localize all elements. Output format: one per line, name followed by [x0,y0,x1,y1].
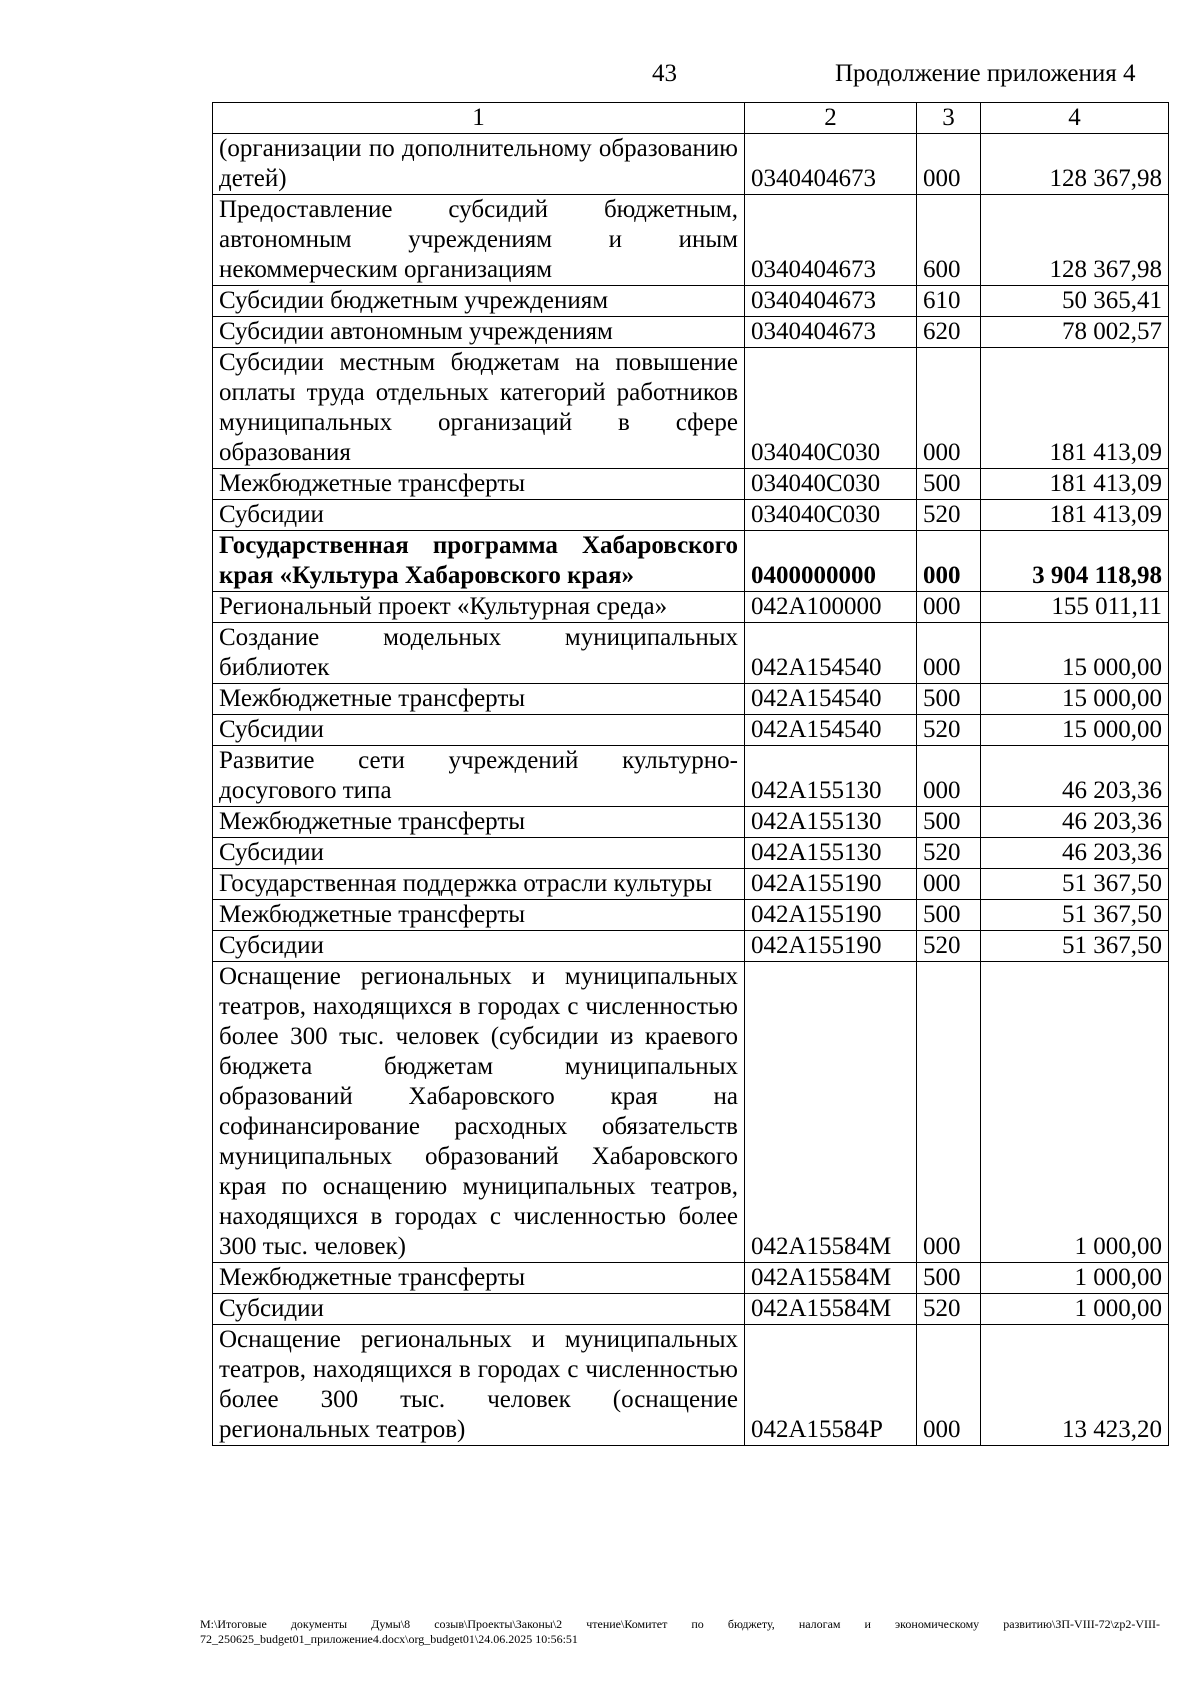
row-code-cell: 042А100000 [745,592,917,623]
row-name-cell: Оснащение региональных и муниципальных театров, находящихся в городах с численностью более 300 тыс. человек (оснащение региональных театров) [213,1325,745,1446]
row-kind-cell: 520 [917,838,981,869]
row-code-cell: 042А15584Р [745,1325,917,1446]
table-row [213,1294,1169,1325]
row-amount-cell: 78 002,57 [981,317,1169,348]
row-amount-cell: 46 203,36 [981,807,1169,838]
table-row [213,469,1169,500]
table-row [213,286,1169,317]
row-code-cell: 034040С030 [745,348,917,469]
row-kind-cell: 000 [917,623,981,684]
row-code-cell: 042А154540 [745,623,917,684]
row-amount-cell: 1 000,00 [981,1294,1169,1325]
row-amount-cell: 51 367,50 [981,931,1169,962]
row-code-cell: 042А154540 [745,715,917,746]
row-name-cell: Оснащение региональных и муниципальных театров, находящихся в городах с численностью более 300 тыс. человек (субсидии из краевого бюджета бюджетам муниципальных образований Хабаровского края на софинансирование расходных обязательств муниципальных образований Хабаровского края по оснащению муниципальных театров, находящихся в городах с численностью более 300 тыс. человек) [213,962,745,1263]
row-amount-cell: 51 367,50 [981,900,1169,931]
row-amount-cell: 15 000,00 [981,623,1169,684]
row-amount-cell: 3 904 118,98 [981,531,1169,592]
row-code-cell: 0400000000 [745,531,917,592]
row-name-cell: Субсидии [213,1294,745,1325]
row-code-cell: 042А15584М [745,1294,917,1325]
row-code-cell: 0340404673 [745,317,917,348]
table-row [213,900,1169,931]
row-name-cell: Государственная поддержка отрасли культуры [213,869,745,900]
table-row [213,931,1169,962]
row-amount-cell: 15 000,00 [981,715,1169,746]
table-row [213,623,1169,684]
row-code-cell: 042А15584М [745,962,917,1263]
row-amount-cell: 13 423,20 [981,1325,1169,1446]
column-header-1: 1 [213,103,745,134]
table-row [213,500,1169,531]
row-name-cell: Субсидии [213,931,745,962]
document-path-footer: M:\Итоговые документы Думы\8 созыв\Проекты\Законы\2 чтение\Комитет по бюджету, налогам и экономическому развитию\ЗП-VIII-72\zp2-VIII-72_250625_budget01_приложение4.docx\org_budget01\24.06.2025 10:56:51 [200,1617,1160,1646]
table-header-row [213,103,1169,134]
row-amount-cell: 46 203,36 [981,838,1169,869]
row-kind-cell: 000 [917,869,981,900]
row-code-cell: 042А155190 [745,900,917,931]
row-code-cell: 042А155190 [745,931,917,962]
table-row [213,134,1169,195]
row-code-cell: 034040С030 [745,469,917,500]
row-amount-cell: 181 413,09 [981,348,1169,469]
row-amount-cell: 181 413,09 [981,469,1169,500]
column-header-4: 4 [981,103,1169,134]
row-name-cell: Предоставление субсидий бюджетным, автономным учреждениям и иным некоммерческим организациям [213,195,745,286]
row-code-cell: 042А155130 [745,838,917,869]
row-name-cell: Межбюджетные трансферты [213,807,745,838]
table-row [213,962,1169,1263]
row-kind-cell: 500 [917,1263,981,1294]
row-name-cell: (организации по дополнительному образованию детей) [213,134,745,195]
row-name-cell: Межбюджетные трансферты [213,1263,745,1294]
row-kind-cell: 600 [917,195,981,286]
row-name-cell: Региональный проект «Культурная среда» [213,592,745,623]
column-header-2: 2 [745,103,917,134]
row-kind-cell: 520 [917,715,981,746]
row-name-cell: Субсидии автономным учреждениям [213,317,745,348]
row-amount-cell: 51 367,50 [981,869,1169,900]
budget-table [212,102,1169,1446]
row-kind-cell: 000 [917,531,981,592]
table-row [213,195,1169,286]
row-name-cell: Субсидии местным бюджетам на повышение оплаты труда отдельных категорий работников муниципальных организаций в сфере образования [213,348,745,469]
row-kind-cell: 500 [917,684,981,715]
row-code-cell: 042А155130 [745,746,917,807]
table-row [213,592,1169,623]
table-row [213,317,1169,348]
row-kind-cell: 000 [917,746,981,807]
row-kind-cell: 000 [917,592,981,623]
row-kind-cell: 500 [917,900,981,931]
table-row [213,531,1169,592]
row-amount-cell: 128 367,98 [981,195,1169,286]
row-kind-cell: 500 [917,469,981,500]
row-code-cell: 042А154540 [745,684,917,715]
row-code-cell: 0340404673 [745,195,917,286]
continuation-label: Продолжение приложения 4 [835,60,1136,87]
row-kind-cell: 520 [917,1294,981,1325]
row-amount-cell: 15 000,00 [981,684,1169,715]
table-row [213,838,1169,869]
row-code-cell: 0340404673 [745,286,917,317]
table-row [213,1325,1169,1446]
row-code-cell: 042А155130 [745,807,917,838]
row-amount-cell: 46 203,36 [981,746,1169,807]
row-name-cell: Развитие сети учреждений культурно-досугового типа [213,746,745,807]
row-name-cell: Межбюджетные трансферты [213,900,745,931]
row-kind-cell: 520 [917,931,981,962]
row-name-cell: Межбюджетные трансферты [213,469,745,500]
row-name-cell: Субсидии [213,715,745,746]
column-header-3: 3 [917,103,981,134]
row-amount-cell: 1 000,00 [981,962,1169,1263]
row-code-cell: 034040С030 [745,500,917,531]
table-row [213,869,1169,900]
table-row [213,746,1169,807]
page-number: 43 [652,60,677,87]
row-kind-cell: 000 [917,348,981,469]
row-kind-cell: 000 [917,962,981,1263]
row-amount-cell: 155 011,11 [981,592,1169,623]
row-kind-cell: 520 [917,500,981,531]
row-kind-cell: 610 [917,286,981,317]
row-name-cell: Субсидии [213,500,745,531]
row-code-cell: 042А15584М [745,1263,917,1294]
row-amount-cell: 181 413,09 [981,500,1169,531]
row-amount-cell: 1 000,00 [981,1263,1169,1294]
table-row [213,348,1169,469]
row-kind-cell: 000 [917,134,981,195]
table-row [213,715,1169,746]
row-name-cell: Субсидии [213,838,745,869]
row-name-cell: Межбюджетные трансферты [213,684,745,715]
table-row [213,1263,1169,1294]
row-code-cell: 0340404673 [745,134,917,195]
table-row [213,684,1169,715]
row-amount-cell: 128 367,98 [981,134,1169,195]
row-name-cell: Создание модельных муниципальных библиотек [213,623,745,684]
table-row [213,807,1169,838]
row-kind-cell: 000 [917,1325,981,1446]
row-name-cell: Государственная программа Хабаровского края «Культура Хабаровского края» [213,531,745,592]
row-code-cell: 042А155190 [745,869,917,900]
row-name-cell: Субсидии бюджетным учреждениям [213,286,745,317]
row-kind-cell: 620 [917,317,981,348]
row-amount-cell: 50 365,41 [981,286,1169,317]
row-kind-cell: 500 [917,807,981,838]
